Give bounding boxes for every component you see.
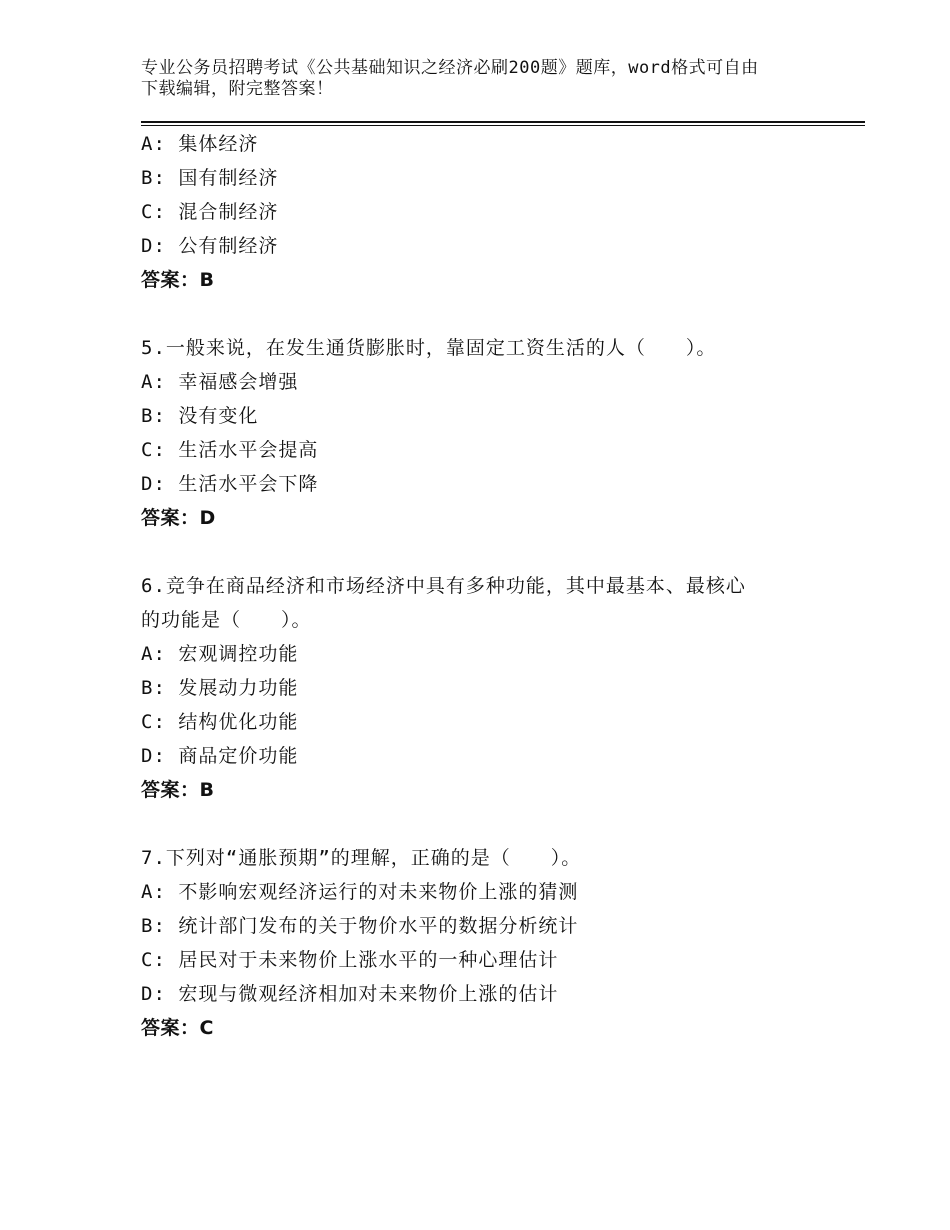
q7-option-a: A: 不影响宏观经济运行的对未来物价上涨的猜测 bbox=[141, 881, 579, 903]
spacer bbox=[141, 807, 841, 841]
question-7-block bbox=[141, 841, 841, 1045]
q6-question-line-2: 的功能是（ ）。 bbox=[141, 609, 312, 631]
header-rule-thin bbox=[141, 125, 865, 126]
question-5-block bbox=[141, 331, 841, 535]
q5-option-c: C: 生活水平会提高 bbox=[141, 439, 319, 461]
q7-option-c: C: 居民对于未来物价上涨水平的一种心理估计 bbox=[141, 949, 559, 971]
spacer bbox=[141, 535, 841, 569]
q7-question: 7.下列对“通胀预期”的理解，正确的是（ ）。 bbox=[141, 847, 582, 869]
q6-option-c: C: 结构优化功能 bbox=[141, 711, 299, 733]
q7-option-d: D: 宏现与微观经济相加对未来物价上涨的估计 bbox=[141, 983, 559, 1005]
q6-option-b: B: 发展动力功能 bbox=[141, 677, 299, 699]
spacer bbox=[141, 297, 841, 331]
q5-question: 5.一般来说，在发生通货膨胀时，靠固定工资生活的人（ ）。 bbox=[141, 337, 717, 359]
q5-option-b: B: 没有变化 bbox=[141, 405, 259, 427]
q4-answer: 答案：B bbox=[141, 269, 215, 291]
q7-answer: 答案：C bbox=[141, 1017, 214, 1039]
question-6-block bbox=[141, 569, 841, 807]
q4-option-d: D: 公有制经济 bbox=[141, 235, 279, 257]
question-4-block bbox=[141, 127, 841, 297]
document-body bbox=[141, 127, 841, 1045]
q6-answer: 答案：B bbox=[141, 779, 215, 801]
header-line-1: 专业公务员招聘考试《公共基础知识之经济必刷200题》题库，word格式可自由 bbox=[141, 58, 759, 78]
q6-option-a: A: 宏观调控功能 bbox=[141, 643, 299, 665]
q7-option-b: B: 统计部门发布的关于物价水平的数据分析统计 bbox=[141, 915, 579, 937]
q5-answer: 答案：D bbox=[141, 507, 216, 529]
q4-option-a: A: 集体经济 bbox=[141, 133, 259, 155]
q6-question-line-1: 6.竞争在商品经济和市场经济中具有多种功能，其中最基本、最核心 bbox=[141, 575, 746, 597]
header-line-2: 下载编辑，附完整答案！ bbox=[141, 79, 334, 99]
q6-option-d: D: 商品定价功能 bbox=[141, 745, 299, 767]
q4-option-c: C: 混合制经济 bbox=[141, 201, 279, 223]
q4-option-b: B: 国有制经济 bbox=[141, 167, 279, 189]
q5-option-a: A: 幸福感会增强 bbox=[141, 371, 299, 393]
q5-option-d: D: 生活水平会下降 bbox=[141, 473, 319, 495]
document-header bbox=[141, 58, 841, 100]
header-rule-thick bbox=[141, 121, 865, 123]
